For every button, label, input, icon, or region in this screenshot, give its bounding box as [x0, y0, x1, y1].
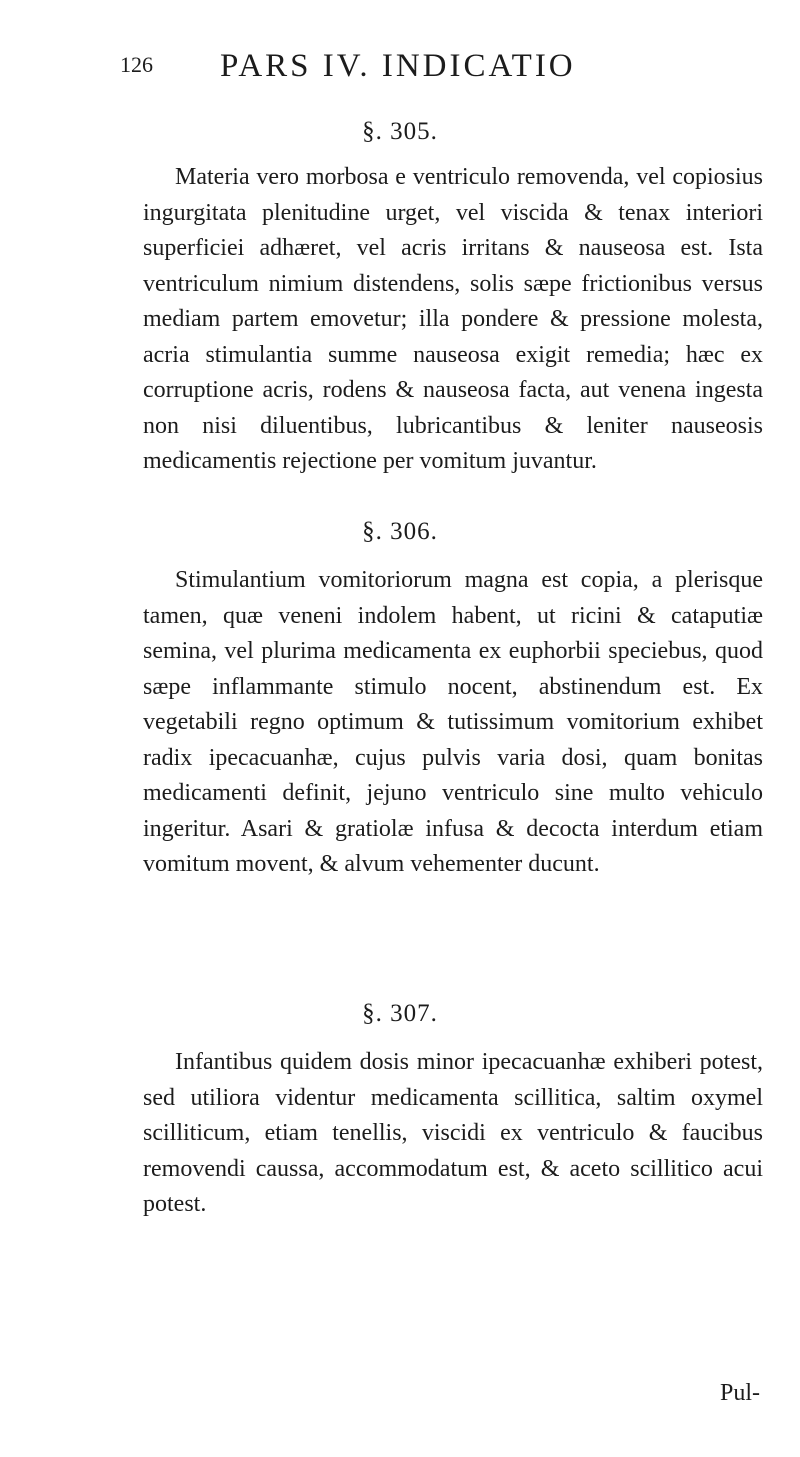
page-number: 126: [120, 52, 153, 77]
running-title: PARS IV. INDICATIO: [220, 48, 576, 84]
catchword: Pul-: [719, 1380, 760, 1406]
section-mark-305: §. 305.: [362, 118, 438, 145]
paragraph-305: Materia vero morbosa e ventriculo removenda, vel copiosius ingurgitata plenitudine urget, vel viscida & tenax interiori superficiei adhæret, vel acris irritans & nauseosa est. Ista ventriculum nimium distendens, solis sæpe frictionibus versus mediam partem emovetur; illa pondere & pressione molesta, acria stimulantia summe nauseosa exigit remedia; hæc ex corruptione acris, rodens & nauseosa facta, aut venena ingesta non nisi diluentibus, lubricantibus & leniter nauseosis medicamentis rejectione per vomitum juvantur.: [143, 164, 763, 474]
section-mark-306: §. 306.: [362, 518, 438, 545]
running-head: [120, 48, 720, 88]
paragraph-306: Stimulantium vomitoriorum magna est copia, a plerisque tamen, quæ veneni indolem habent, ut ricini & cataputiæ semina, vel plurima medicamenta ex euphorbii speciebus, quod sæpe inflammante stimulo nocent, abstinendum est. Ex vegetabili regno optimum & tutissimum vomitorium exhibet radix ipecacuanhæ, cujus pulvis varia dosi, quam bonitas medicamenti definit, jejuno ventriculo sine multo vehiculo ingeritur. Asari & gratiolæ infusa & decocta interdum etiam vomitum movent, & alvum vehementer ducunt.: [143, 567, 763, 877]
section-mark-307: §. 307.: [362, 1000, 438, 1027]
paragraph-307: Infantibus quidem dosis minor ipecacuanhæ exhiberi potest, sed utiliora videntur medicamenta scillitica, saltim oxymel scilliticum, etiam tenellis, viscidi ex ventriculo & faucibus removendi caussa, accommodatum est, & aceto scillitico acui potest.: [143, 1049, 763, 1217]
